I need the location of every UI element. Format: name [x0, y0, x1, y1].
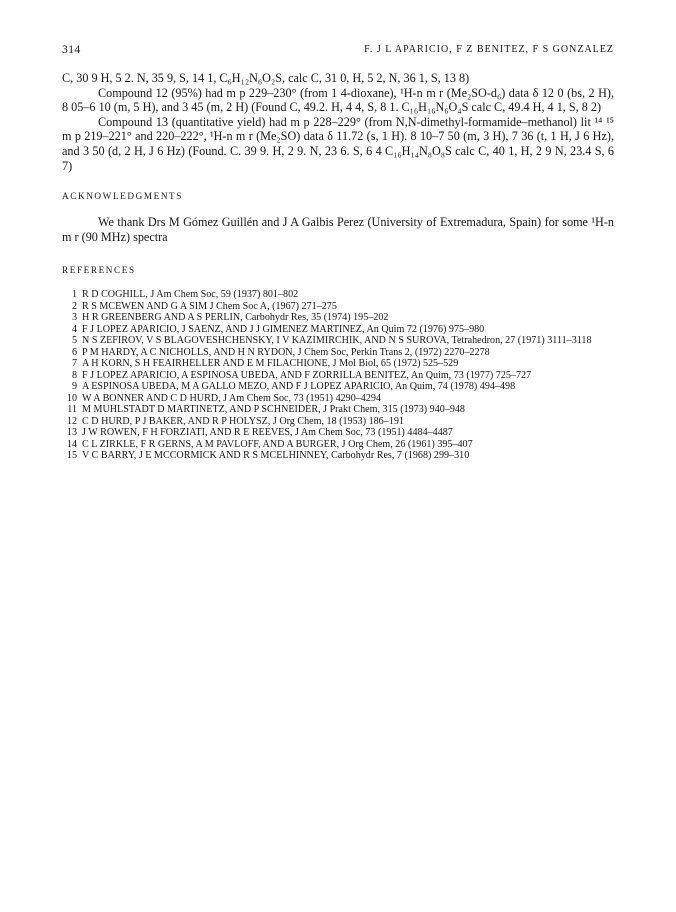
reference-item	[62, 370, 614, 382]
reference-text: J W ROWEN, F H FORZIATI, AND R E REEVES, J Am Chem Soc, 73 (1951) 4484–4487	[82, 427, 453, 439]
reference-number: 6	[71, 346, 77, 358]
reference-item	[62, 358, 614, 370]
reference-text: C D HURD, P J BAKER, AND R P HOLYSZ, J Org Chem, 18 (1953) 186–191	[82, 415, 404, 427]
page	[62, 44, 614, 462]
paragraph: Compound 13 (quantitative yield) had m p 228–229° (from N,N-dimethyl-formamide–methanol) lit ¹⁴ ¹⁵ m p 219–221° and 220–222°, ¹H-n m r (Me₂SO) data δ 11.72 (s, 1 H). 8 10–7 50 (m, 3 H), 7 36 (t, 1 H, J 6 Hz), and 3 50 (d, 2 H, J 6 Hz) (Found. C. 39 9. H, 2 9. N, 23 6. S, 6 4 C₁₆H₁₄N₈O₈S calc C, 40 1, H, 2 9 N, 23.4 S, 6 7)	[62, 114, 614, 173]
reference-text: F J LOPEZ APARICIO, A ESPINOSA UBEDA, AND F ZORRILLA BENITEZ, An Quim, 73 (1977) 725–727	[82, 369, 532, 381]
reference-item	[62, 324, 614, 336]
reference-number: 4	[71, 323, 77, 335]
reference-text: R S MCEWEN AND G A SIM J Chem Soc A, (1967) 271–275	[82, 300, 337, 312]
reference-item	[62, 439, 614, 451]
acknowledgments-heading: ACKNOWLEDGMENTS	[62, 191, 183, 202]
reference-item	[62, 347, 614, 359]
reference-number: 7	[71, 358, 77, 370]
reference-item	[62, 427, 614, 439]
reference-text: P M HARDY, A C NICHOLLS, AND H N RYDON, J Chem Soc, Perkin Trans 2, (1972) 2270–2278	[82, 346, 490, 358]
page-number: 314	[62, 44, 81, 56]
reference-text: W A BONNER AND C D HURD, J Am Chem Soc, 73 (1951) 4290–4294	[82, 392, 381, 404]
reference-item	[62, 450, 614, 462]
reference-text: A H KORN, S H FEAIRHELLER AND E M FILACHIONE, J Mol Biol, 65 (1972) 525–529	[82, 358, 459, 370]
paragraph: Compound 12 (95%) had m p 229–230° (from 1 4-dioxane), ¹H-n m r (Me₂SO-d₆) data δ 12 0 (bs, 2 H), 8 05–6 10 (m, 5 H), and 3 45 (m, 2 H) (Found C, 49.2. H, 4 4, S, 8 1. C₁₆H₁₆N₆O₄S calc C, 49.4 H, 4 1, S, 8 2)	[62, 85, 614, 115]
reference-item	[62, 404, 614, 416]
reference-item	[62, 289, 614, 301]
reference-text: A ESPINOSA UBEDA, M A GALLO MEZO, AND F J LOPEZ APARICIO, An Quim, 74 (1978) 494–498	[82, 381, 516, 393]
reference-number: 2	[71, 300, 77, 312]
reference-number: 3	[71, 312, 77, 324]
reference-list	[62, 289, 614, 462]
reference-number: 8	[71, 369, 77, 381]
reference-text: V C BARRY, J E MCCORMICK AND R S MCELHINNEY, Carbohydr Res, 7 (1968) 299–310	[82, 450, 470, 462]
references-heading: REFERENCES	[62, 265, 136, 276]
reference-number: 13	[66, 427, 77, 439]
reference-item	[62, 393, 614, 405]
reference-text: F J LOPEZ APARICIO, J SAENZ, AND J J GIMENEZ MARTINEZ, An Quim 72 (1976) 975–980	[82, 323, 485, 335]
reference-item	[62, 301, 614, 313]
reference-number: 15	[66, 450, 77, 462]
reference-item	[62, 416, 614, 428]
reference-number: 9	[71, 381, 77, 393]
running-header	[62, 44, 614, 64]
reference-text: R D COGHILL, J Am Chem Soc, 59 (1937) 801–802	[82, 289, 299, 301]
reference-number: 1	[71, 289, 77, 301]
reference-item	[62, 335, 614, 347]
reference-number: 10	[66, 392, 77, 404]
reference-item	[62, 312, 614, 324]
paragraph: C, 30 9 H, 5 2. N, 35 9, S, 14 1, C₆H₁₂N₆O₂S, calc C, 31 0, H, 5 2, N, 36 1, S, 13 8)	[62, 71, 470, 85]
reference-text: N S ZEFIROV, V S BLAGOVESHCHENSKY, I V KAZIMIRCHIK, AND N S SUROVA, Tetrahedron, 27 (1971) 3111–3118	[82, 335, 592, 347]
reference-number: 5	[71, 335, 77, 347]
running-head-authors: F. J L APARICIO, F Z BENITEZ, F S GONZALEZ	[364, 44, 614, 55]
reference-text: C L ZIRKLE, F R GERNS, A M PAVLOFF, AND A BURGER, J Org Chem, 26 (1961) 395–407	[82, 438, 473, 450]
acknowledgments-text: We thank Drs M Gómez Guillén and J A Galbis Perez (University of Extremadura, Spain) for some ¹H-n m r (90 MHz) spectra	[62, 215, 614, 244]
reference-text: H R GREENBERG AND A S PERLIN, Carbohydr Res, 35 (1974) 195–202	[82, 312, 389, 324]
reference-text: M MUHLSTADT D MARTINETZ, AND P SCHNEIDER, J Prakt Chem, 315 (1973) 940–948	[82, 404, 465, 416]
reference-number: 12	[66, 415, 77, 427]
body-text	[62, 71, 614, 173]
reference-number: 11	[67, 404, 77, 416]
reference-item	[62, 381, 614, 393]
reference-number: 14	[66, 438, 77, 450]
